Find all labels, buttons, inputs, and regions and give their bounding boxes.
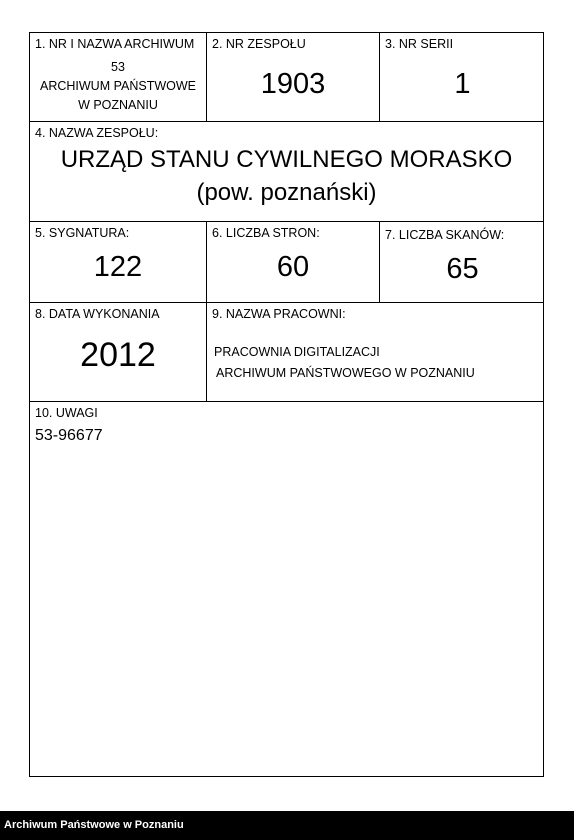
- fond-name-line1: URZĄD STANU CYWILNEGO MORASKO: [60, 146, 513, 173]
- scan-count-value: 65: [446, 253, 479, 285]
- series-number-value: 1: [454, 68, 471, 100]
- cell-studio: [206, 303, 545, 401]
- fond-name-label: 4. NAZWA ZESPOŁU:: [35, 126, 159, 140]
- fond-number-value: 1903: [260, 68, 326, 100]
- scan-count-label: 7. LICZBA SKANÓW:: [385, 228, 505, 242]
- row-signature-pages-scans: [30, 222, 543, 303]
- notes-label: 10. UWAGI: [35, 406, 98, 420]
- date-label: 8. DATA WYKONANIA: [35, 307, 160, 321]
- cell-fond-name: [30, 122, 543, 221]
- date-value: 2012: [80, 336, 156, 374]
- fond-name-line2: (pow. poznański): [196, 179, 377, 206]
- row-archive-fond-series: [30, 33, 543, 122]
- cell-page-count: [206, 222, 379, 302]
- archive-label: 1. NR I NAZWA ARCHIWUM: [35, 37, 195, 51]
- page-count-value: 60: [276, 251, 310, 283]
- metadata-card: [29, 32, 544, 777]
- cell-date: [30, 303, 206, 401]
- series-number-label: 3. NR SERII: [385, 37, 454, 51]
- studio-line2: ARCHIWUM PAŃSTWOWEGO W POZNANIU: [216, 366, 475, 380]
- archive-name-line1: ARCHIWUM PAŃSTWOWE: [39, 79, 196, 93]
- cell-scan-count: [379, 222, 545, 302]
- archive-name-line2: W POZNANIU: [78, 98, 158, 112]
- footer-bar: [0, 811, 574, 840]
- cell-signature: [30, 222, 206, 302]
- cell-series-number: [379, 33, 545, 121]
- archive-number: 53: [111, 60, 125, 74]
- notes-value: 53-96677: [35, 427, 103, 444]
- studio-label: 9. NAZWA PRACOWNI:: [212, 307, 346, 321]
- cell-fond-number: [206, 33, 379, 121]
- cell-notes: [30, 402, 543, 776]
- row-fond-name: [30, 122, 543, 222]
- row-notes: [30, 402, 543, 776]
- row-date-studio: [30, 303, 543, 402]
- footer-text: Archiwum Państwowe w Poznaniu: [4, 819, 184, 831]
- studio-line1: PRACOWNIA DIGITALIZACJI: [214, 345, 380, 359]
- fond-number-label: 2. NR ZESPOŁU: [212, 37, 306, 51]
- cell-archive: [30, 33, 206, 121]
- signature-value: 122: [93, 251, 143, 283]
- signature-label: 5. SYGNATURA:: [35, 226, 130, 240]
- page-count-label: 6. LICZBA STRON:: [212, 226, 320, 240]
